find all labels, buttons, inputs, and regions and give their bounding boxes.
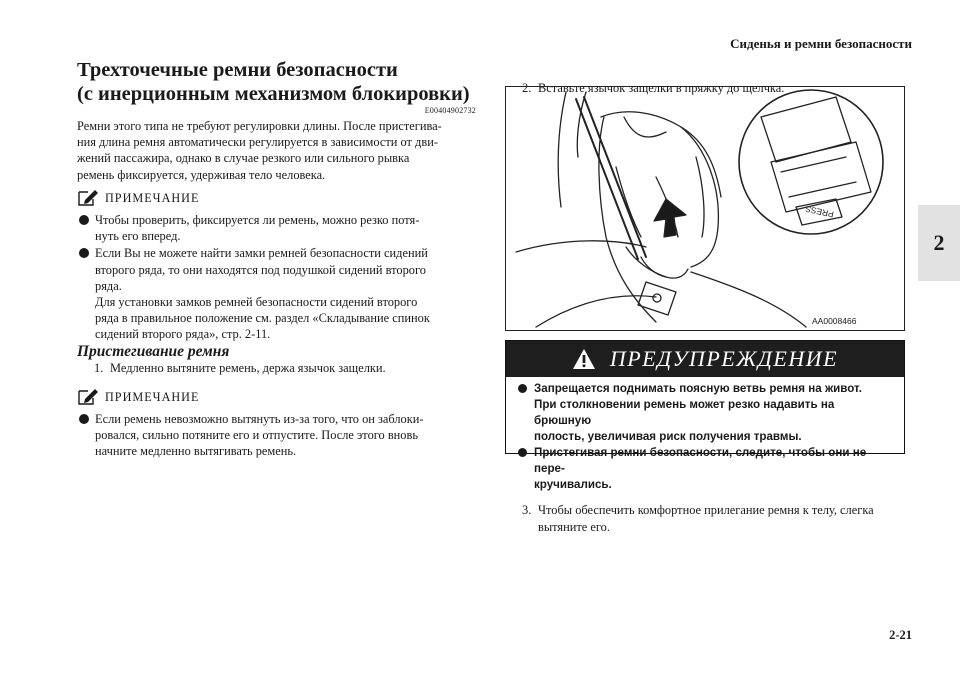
note-header (77, 388, 477, 406)
chapter-tab: 2 (918, 205, 960, 281)
note-label: ПРИМЕЧАНИЕ (105, 389, 200, 404)
warning-body (506, 377, 904, 493)
note-line: сидений второго ряда», стр. 2-11. (95, 327, 271, 342)
step-text: Чтобы обеспечить комфортное прилегание ремня к телу, слегка (538, 503, 874, 518)
note-line: Для установки замков ремней безопасности сидений второго (95, 295, 418, 310)
note-line: Чтобы проверить, фиксируется ли ремень, можно резко потя- (95, 213, 420, 227)
warning-title: ПРЕДУПРЕЖДЕНИЕ (609, 346, 839, 371)
step-number: 1. (94, 361, 104, 375)
step-number: 2. (522, 81, 532, 96)
note-1-body (77, 212, 477, 343)
note-header (77, 189, 477, 207)
intro-line: Ремни этого типа не требуют регулировки длины. После пристегива- (77, 119, 442, 133)
warning-line: кручивались. (534, 478, 612, 491)
subsection-title: Пристегивание ремня (77, 343, 230, 360)
intro-line: ния длина ремня автоматически регулируется в зависимости от дви- (77, 135, 438, 150)
warning-line: полость, увеличивая риск получения травмы. (534, 430, 802, 443)
note-label: ПРИМЕЧАНИЕ (105, 190, 200, 205)
note-line: второго ряда, то они находятся под подушкой сидений второго (95, 262, 426, 277)
running-header: Сиденья и ремни безопасности (730, 36, 912, 51)
note-block-2 (77, 388, 477, 460)
note-block-1 (77, 189, 477, 343)
note-pencil-icon (77, 388, 99, 406)
intro-line: жений пассажира, однако в случае резкого или сильного рывка (77, 151, 410, 166)
note-2-body (77, 411, 477, 460)
warning-header (506, 341, 904, 377)
warning-line: При столкновении ремень может резко надавить на брюшную (534, 398, 835, 427)
warning-line: Запрещается поднимать поясную ветвь ремня на живот. (534, 382, 862, 395)
step-text: Вставьте язычок защелки в пряжку до щелчка. (538, 81, 785, 96)
bullet-dot-icon (79, 414, 89, 424)
warning-triangle-icon (572, 348, 596, 370)
figure-code: AA0008466 (812, 316, 857, 326)
step-text: Медленно вытяните ремень, держа язычок защелки. (110, 361, 386, 375)
note-line: ряда в правильное положение см. раздел «Складывание спинок (95, 311, 430, 326)
note-bullet (77, 411, 477, 460)
warning-bullet (516, 445, 894, 493)
note-bullet (77, 212, 477, 244)
section-code: E00404902732 (424, 106, 476, 115)
step-number: 3. (522, 503, 532, 518)
section-title (77, 58, 497, 106)
bullet-dot-icon (79, 248, 89, 258)
warning-bullet (516, 381, 894, 445)
intro-paragraph (77, 118, 477, 183)
note-line: ряда. (95, 278, 122, 293)
intro-line: ремень фиксируется, удерживая тело человека. (77, 167, 326, 182)
note-pencil-icon (77, 189, 99, 207)
press-label: PRESS (804, 203, 835, 220)
bullet-dot-icon (518, 448, 527, 457)
note-bullet (77, 245, 477, 342)
note-line: Если Вы не можете найти замки ремней безопасности сидений (95, 246, 428, 261)
seatbelt-buckling-drawing (506, 87, 904, 330)
note-line: ровался, сильно потяните его и отпустите. После этого вновь (95, 428, 419, 443)
bullet-dot-icon (518, 384, 527, 393)
bullet-dot-icon (79, 215, 89, 225)
section-title-line-2: (с инерционным механизмом блокировки) (77, 83, 470, 105)
step-3 (522, 502, 918, 534)
note-line: Если ремень невозможно вытянуть из-за того, что он заблоки- (95, 412, 424, 426)
note-line: нуть его вперед. (95, 229, 181, 244)
step-1 (94, 360, 493, 376)
section-title-line-1: Трехточечные ремни безопасности (77, 59, 398, 81)
warning-line: Пристегивая ремни безопасности, следите, чтобы они не пере- (534, 446, 867, 475)
step-text: вытяните его. (538, 519, 610, 534)
warning-box (505, 340, 905, 491)
note-line: начните медленно вытягивать ремень. (95, 444, 297, 459)
seatbelt-illustration (505, 86, 905, 331)
page-number: 2-21 (889, 628, 912, 642)
